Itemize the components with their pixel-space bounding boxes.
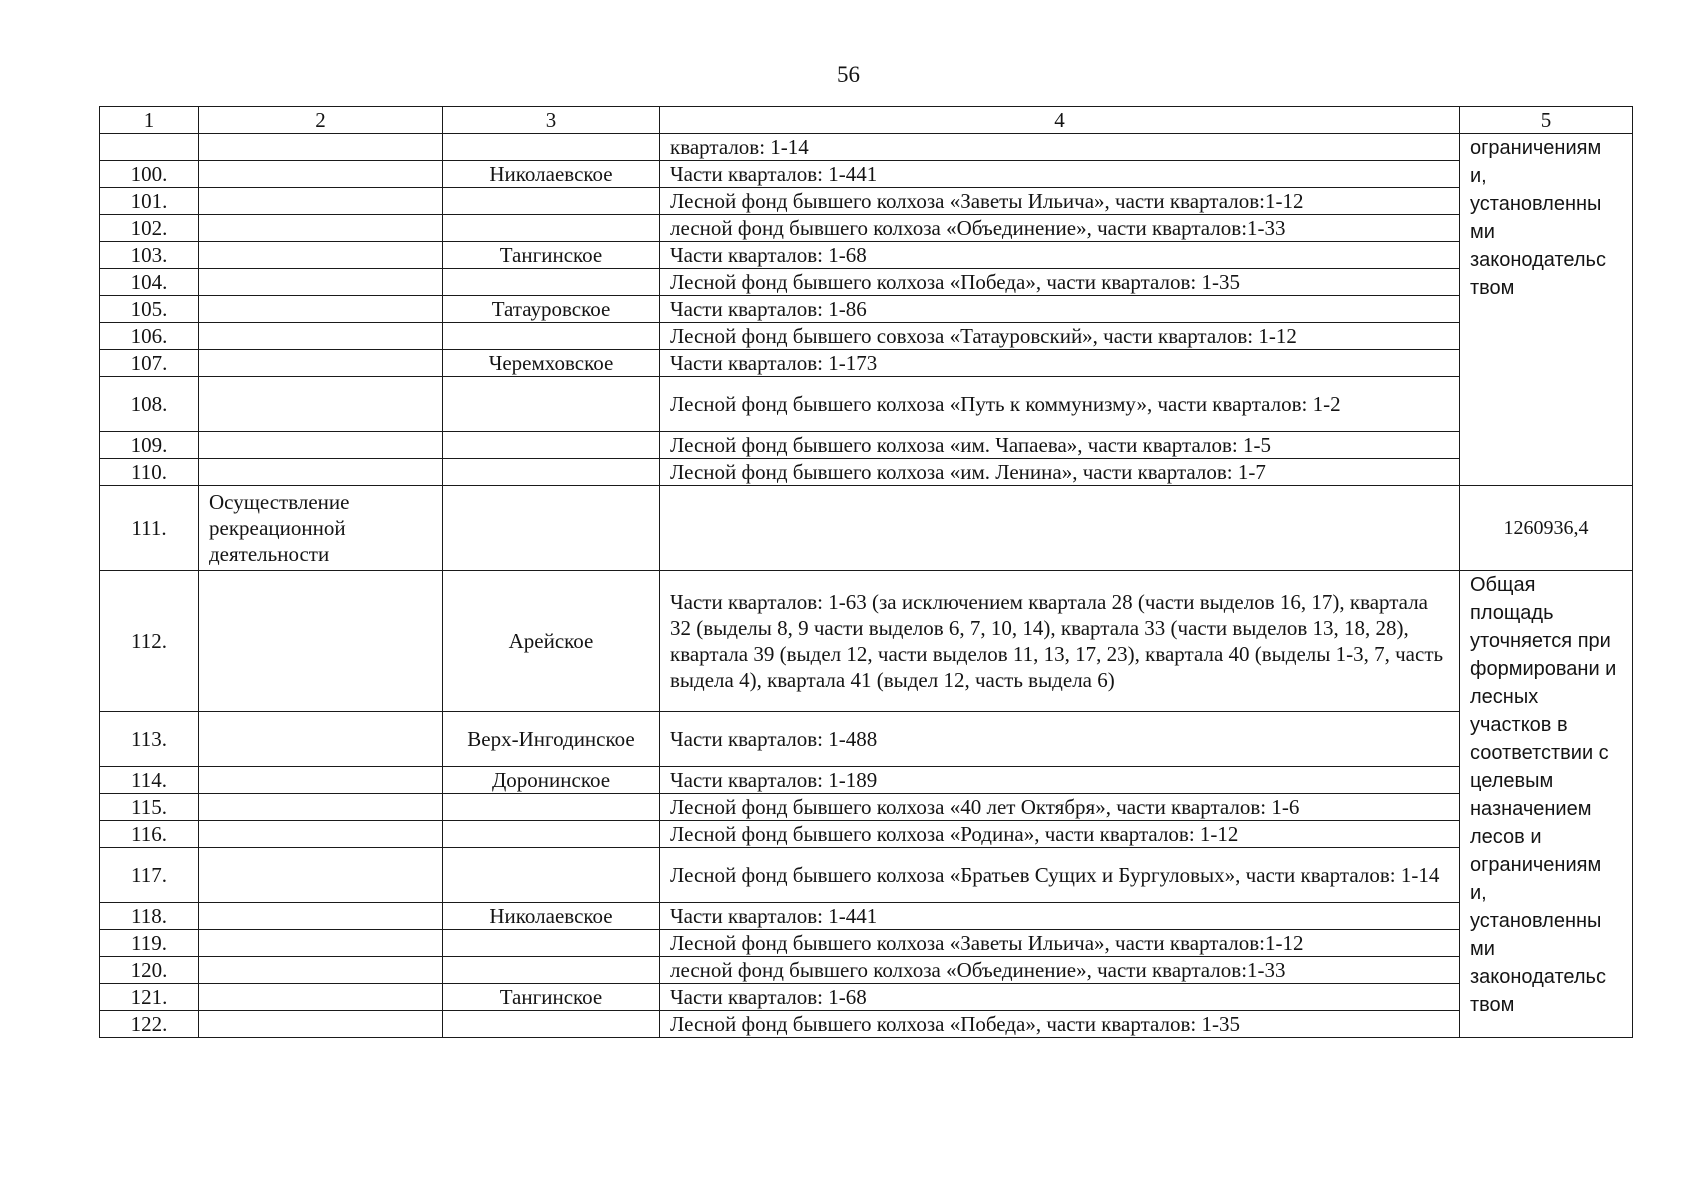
document-table: [99, 106, 1633, 1038]
subdivision-cell: Николаевское: [443, 903, 660, 930]
activity-cell: [199, 712, 443, 767]
row-number: 109.: [100, 432, 199, 459]
table-row: [100, 712, 1633, 767]
row-number: 100.: [100, 161, 199, 188]
subdivision-cell: Тангинское: [443, 242, 660, 269]
activity-cell: [199, 161, 443, 188]
description-cell: Лесной фонд бывшего колхоза «40 лет Октября», части кварталов: 1-6: [660, 794, 1460, 821]
subdivision-cell: [443, 957, 660, 984]
table-row: [100, 1011, 1633, 1038]
description-cell: Части кварталов: 1-173: [660, 350, 1460, 377]
description-cell: Лесной фонд бывшего колхоза «Братьев Сущих и Бургуловых», части кварталов: 1-14: [660, 848, 1460, 903]
activity-cell: [199, 984, 443, 1011]
table-row: [100, 134, 1633, 161]
activity-cell: [199, 242, 443, 269]
activity-cell: [199, 848, 443, 903]
subdivision-cell: [443, 1011, 660, 1038]
description-cell: Части кварталов: 1-488: [660, 712, 1460, 767]
table-header-row: [100, 107, 1633, 134]
table-row: [100, 377, 1633, 432]
row-number: 113.: [100, 712, 199, 767]
table-row: [100, 296, 1633, 323]
table-row: [100, 571, 1633, 712]
description-cell: Части кварталов: 1-441: [660, 161, 1460, 188]
table-row: [100, 350, 1633, 377]
description-cell: лесной фонд бывшего колхоза «Объединение», части кварталов:1-33: [660, 215, 1460, 242]
area-cell: 1260936,4: [1460, 486, 1633, 571]
table-row: [100, 767, 1633, 794]
activity-cell: [199, 296, 443, 323]
table-row: [100, 161, 1633, 188]
table-row: [100, 269, 1633, 296]
description-cell: Лесной фонд бывшего колхоза «им. Чапаева», части кварталов: 1-5: [660, 432, 1460, 459]
activity-cell: Осуществление рекреационной деятельности: [199, 486, 443, 571]
description-cell: Лесной фонд бывшего колхоза «им. Ленина», части кварталов: 1-7: [660, 459, 1460, 486]
subdivision-cell: [443, 269, 660, 296]
activity-cell: [199, 903, 443, 930]
column-header: 1: [100, 107, 199, 134]
activity-cell: [199, 930, 443, 957]
row-number: 117.: [100, 848, 199, 903]
subdivision-cell: [443, 486, 660, 571]
subdivision-cell: [443, 323, 660, 350]
activity-cell: [199, 821, 443, 848]
column-header: 5: [1460, 107, 1633, 134]
activity-cell: [199, 350, 443, 377]
description-cell: Лесной фонд бывшего колхоза «Победа», части кварталов: 1-35: [660, 269, 1460, 296]
subdivision-cell: Николаевское: [443, 161, 660, 188]
description-cell: [660, 486, 1460, 571]
row-number: 102.: [100, 215, 199, 242]
subdivision-cell: [443, 821, 660, 848]
subdivision-cell: [443, 188, 660, 215]
table-row: [100, 984, 1633, 1011]
row-number: 115.: [100, 794, 199, 821]
row-number: 101.: [100, 188, 199, 215]
row-number: 120.: [100, 957, 199, 984]
subdivision-cell: Тангинское: [443, 984, 660, 1011]
note-text: Общая площадь уточняется при формировани и лесных участков в соответствии с целевым назначением лесов и ограничениям и, установленны ми законодательс твом: [1470, 574, 1617, 1016]
table-row: [100, 215, 1633, 242]
description-cell: кварталов: 1-14: [660, 134, 1460, 161]
table-row: [100, 930, 1633, 957]
row-number: 110.: [100, 459, 199, 486]
description-cell: Части кварталов: 1-441: [660, 903, 1460, 930]
note-cell: [1460, 134, 1633, 486]
subdivision-cell: [443, 794, 660, 821]
row-number: 107.: [100, 350, 199, 377]
activity-cell: [199, 432, 443, 459]
activity-cell: [199, 269, 443, 296]
description-cell: Части кварталов: 1-189: [660, 767, 1460, 794]
row-number: 122.: [100, 1011, 199, 1038]
description-cell: Лесной фонд бывшего колхоза «Победа», части кварталов: 1-35: [660, 1011, 1460, 1038]
table-row: [100, 957, 1633, 984]
table-row: [100, 459, 1633, 486]
activity-cell: [199, 215, 443, 242]
row-number: 103.: [100, 242, 199, 269]
row-number: 105.: [100, 296, 199, 323]
activity-cell: [199, 377, 443, 432]
activity-cell: [199, 134, 443, 161]
table-row: [100, 903, 1633, 930]
description-cell: Части кварталов: 1-63 (за исключением квартала 28 (части выделов 16, 17), квартала 32 (выделы 8, 9 части выделов 6, 7, 10, 14), квартала 33 (части выделов 13, 18, 28), квартала 39 (выдел 12, части выделов 11, 13, 17, 23), квартала 40 (выделы 1-3, 7, часть выдела 4), квартала 41 (выдел 12, часть выдела 6): [660, 571, 1460, 712]
table-row: [100, 323, 1633, 350]
row-number: 119.: [100, 930, 199, 957]
subdivision-cell: [443, 848, 660, 903]
activity-cell: [199, 323, 443, 350]
description-cell: Части кварталов: 1-68: [660, 242, 1460, 269]
subdivision-cell: [443, 432, 660, 459]
row-number: [100, 134, 199, 161]
description-cell: Лесной фонд бывшего колхоза «Заветы Ильича», части кварталов:1-12: [660, 930, 1460, 957]
row-number: 121.: [100, 984, 199, 1011]
description-cell: Лесной фонд бывшего колхоза «Путь к коммунизму», части кварталов: 1-2: [660, 377, 1460, 432]
description-cell: Части кварталов: 1-68: [660, 984, 1460, 1011]
table-row: [100, 486, 1633, 571]
subdivision-cell: Арейское: [443, 571, 660, 712]
subdivision-cell: [443, 459, 660, 486]
row-number: 108.: [100, 377, 199, 432]
description-cell: Лесной фонд бывшего совхоза «Татауровский», части кварталов: 1-12: [660, 323, 1460, 350]
row-number: 112.: [100, 571, 199, 712]
description-cell: Части кварталов: 1-86: [660, 296, 1460, 323]
description-cell: Лесной фонд бывшего колхоза «Родина», части кварталов: 1-12: [660, 821, 1460, 848]
row-number: 118.: [100, 903, 199, 930]
activity-cell: [199, 571, 443, 712]
row-number: 114.: [100, 767, 199, 794]
row-number: 104.: [100, 269, 199, 296]
table-row: [100, 821, 1633, 848]
table-row: [100, 188, 1633, 215]
activity-cell: [199, 1011, 443, 1038]
activity-cell: [199, 767, 443, 794]
column-header: 3: [443, 107, 660, 134]
subdivision-cell: [443, 377, 660, 432]
subdivision-cell: [443, 215, 660, 242]
subdivision-cell: Верх-Ингодинское: [443, 712, 660, 767]
activity-cell: [199, 459, 443, 486]
description-cell: лесной фонд бывшего колхоза «Объединение», части кварталов:1-33: [660, 957, 1460, 984]
column-header: 4: [660, 107, 1460, 134]
subdivision-cell: Татауровское: [443, 296, 660, 323]
table-row: [100, 432, 1633, 459]
note-text: ограничениям и, установленны ми законодательс твом: [1470, 137, 1606, 299]
activity-cell: [199, 794, 443, 821]
activity-cell: [199, 957, 443, 984]
subdivision-cell: Черемховское: [443, 350, 660, 377]
row-number: 106.: [100, 323, 199, 350]
page-number: 56: [837, 62, 860, 87]
column-header: 2: [199, 107, 443, 134]
description-cell: Лесной фонд бывшего колхоза «Заветы Ильича», части кварталов:1-12: [660, 188, 1460, 215]
subdivision-cell: Доронинское: [443, 767, 660, 794]
activity-cell: [199, 188, 443, 215]
subdivision-cell: [443, 930, 660, 957]
subdivision-cell: [443, 134, 660, 161]
table-row: [100, 848, 1633, 903]
row-number: 116.: [100, 821, 199, 848]
table-row: [100, 242, 1633, 269]
table-row: [100, 794, 1633, 821]
row-number: 111.: [100, 486, 199, 571]
note-cell: [1460, 571, 1633, 1038]
